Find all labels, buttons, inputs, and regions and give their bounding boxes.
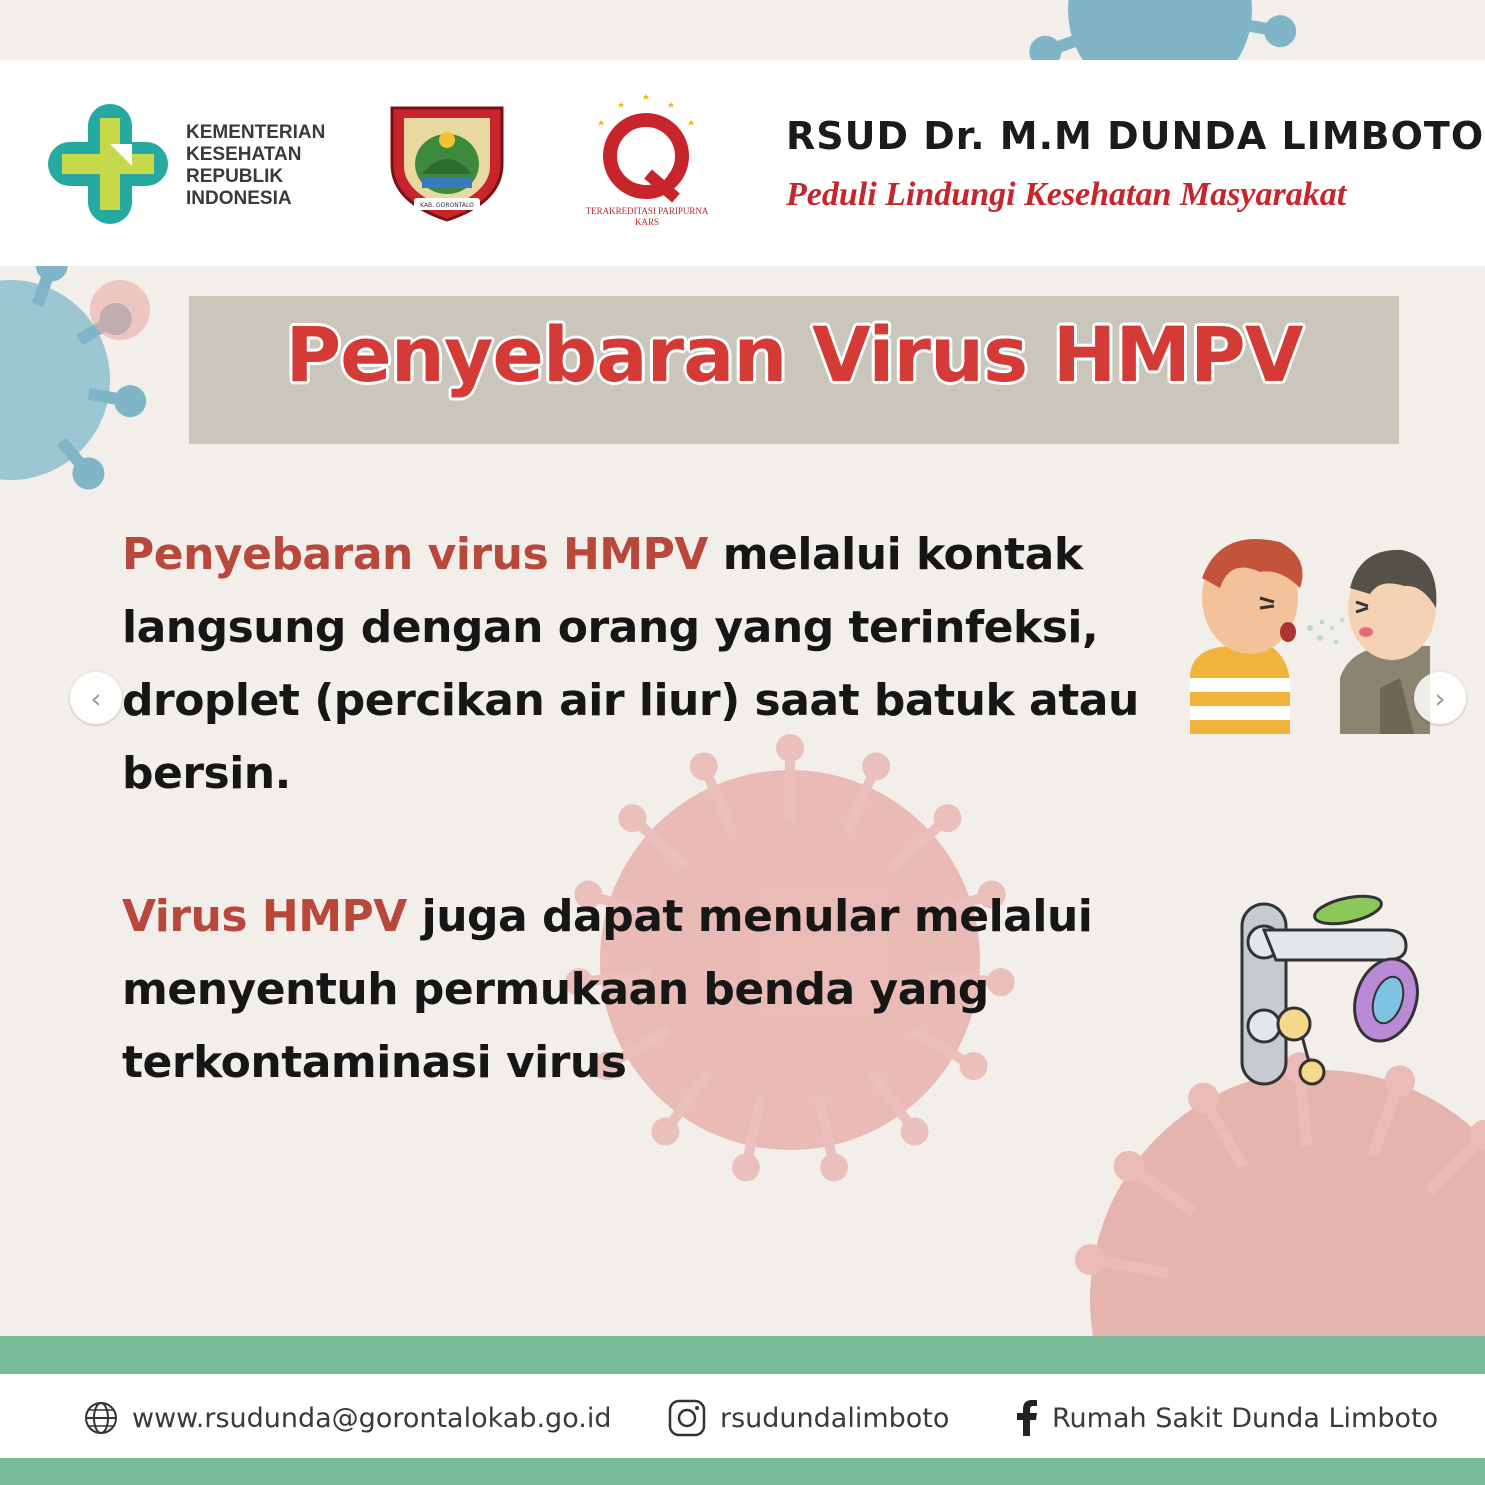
footer-website[interactable] [84, 1396, 611, 1440]
footer-accent-top [0, 1336, 1485, 1374]
website-text: www.rsudunda@gorontalokab.go.id [132, 1402, 612, 1434]
kemenkes-logo [48, 104, 168, 224]
paragraph-highlight: Virus HMPV [122, 891, 407, 942]
facebook-icon [1016, 1400, 1038, 1436]
ministry-line: REPUBLIK [186, 166, 284, 187]
hospital-tagline: Peduli Lindungi Kesehatan Masyarakat [786, 176, 1347, 213]
regency-crest-label: KAB. GORONTALO [420, 202, 474, 209]
footer-instagram[interactable] [668, 1396, 949, 1440]
paragraph-surface-contact [122, 880, 1182, 1099]
paragraph-direct-contact [122, 518, 1182, 810]
hospital-name: RSUD Dr. M.M DUNDA LIMBOTO [786, 114, 1485, 158]
regency-crest-logo [386, 104, 508, 222]
footer-accent-bottom [0, 1458, 1485, 1485]
chevron-left-icon: ‹ [90, 681, 102, 715]
paragraph-text: melalui kontak langsung dengan orang yang terinfeksi, droplet (percikan air liur) saat batuk atau bersin. [122, 529, 1139, 799]
carousel-prev-button[interactable] [70, 672, 122, 724]
ministry-line: INDONESIA [186, 188, 292, 209]
paragraph-text: juga dapat menular melalui menyentuh permukaan benda yang terkontaminasi virus [122, 891, 1093, 1088]
kars-caption [576, 206, 718, 228]
paragraph-highlight: Penyebaran virus HMPV [122, 529, 708, 580]
instagram-icon [668, 1399, 706, 1437]
facebook-page-name: Rumah Sakit Dunda Limboto [1052, 1402, 1439, 1434]
chevron-right-icon: › [1434, 681, 1446, 715]
ministry-line: KEMENTERIAN [186, 122, 326, 143]
sneeze-illustration [1190, 528, 1440, 734]
ministry-name [186, 122, 325, 210]
ministry-line: KESEHATAN [186, 144, 302, 165]
door-handle-germs-illustration [1236, 880, 1426, 1090]
kars-caption-line: KARS [634, 217, 659, 227]
kars-caption-line: TERAKREDITASI PARIPURNA [585, 206, 709, 216]
globe-icon [84, 1401, 118, 1435]
kars-logo [588, 94, 704, 206]
page-title: Penyebaran Virus HMPV [285, 310, 1303, 399]
instagram-handle: rsudundalimboto [720, 1402, 950, 1434]
footer-facebook[interactable] [1016, 1396, 1438, 1440]
carousel-next-button[interactable] [1414, 672, 1466, 724]
